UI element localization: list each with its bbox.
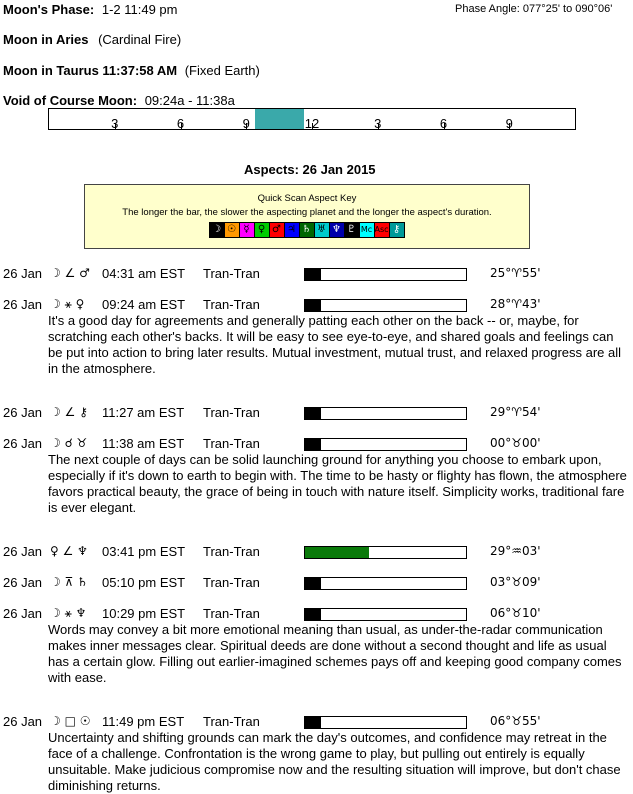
aspects-title: Aspects: 26 Jan 2015 bbox=[244, 162, 376, 177]
aspect-degree: 29°♈54' bbox=[490, 405, 541, 419]
aspect-date: 26 Jan bbox=[3, 714, 43, 729]
aspect-glyphs: ♀ ∠ ♆ bbox=[50, 544, 88, 558]
aspect-type: Tran-Tran bbox=[203, 544, 260, 559]
moon-phase-row bbox=[3, 2, 177, 17]
aspect-date: 26 Jan bbox=[3, 266, 43, 281]
aspect-duration-bar bbox=[304, 407, 467, 420]
timeline-tick-label: 3 bbox=[374, 116, 382, 131]
aspect-time: 09:24 am EST bbox=[102, 297, 186, 312]
aspect-time: 05:10 pm EST bbox=[102, 575, 186, 590]
quick-key-description: The longer the bar, the slower the aspecting planet and the longer the aspect's duration. bbox=[122, 207, 492, 218]
aspect-time: 10:29 pm EST bbox=[102, 606, 186, 621]
aspect-duration-fill bbox=[305, 578, 321, 589]
moon-phase-label: Moon's Phase: bbox=[3, 2, 95, 17]
aspect-date: 26 Jan bbox=[3, 575, 43, 590]
aspect-degree: 03°♉09' bbox=[490, 575, 541, 589]
timeline-tick-label: 6 bbox=[439, 116, 448, 131]
moon-in-taurus-label: Moon in Taurus 11:37:58 AM bbox=[3, 63, 178, 78]
aspect-date: 26 Jan bbox=[3, 436, 43, 451]
timeline-tick-label: 6 bbox=[176, 116, 185, 131]
aspect-type: Tran-Tran bbox=[203, 575, 260, 590]
moon-in-aries-row bbox=[3, 32, 181, 47]
quick-key-title: Quick Scan Aspect Key bbox=[257, 193, 357, 204]
aspect-time: 11:27 am EST bbox=[102, 405, 185, 420]
planet-key-box: ☿ bbox=[239, 222, 255, 238]
planet-key-box: ♅ bbox=[314, 222, 330, 238]
aspect-type: Tran-Tran bbox=[203, 606, 260, 621]
void-of-course-row bbox=[3, 93, 235, 108]
voc-label: Void of Course Moon: bbox=[3, 93, 138, 108]
planet-key-box: Mc bbox=[359, 222, 375, 238]
aspect-description: The next couple of days can be solid launching ground for anything you choose to embark upon, especially if it's down to earth to begin with. The time to be hasty or flighty has flown, the atmosphere favors practical beauty, the grace of being in touch with nature itself. Simplicity works, traditional fare is ever elegant. bbox=[48, 452, 627, 515]
planet-key-box: ♀ bbox=[254, 222, 270, 238]
planet-key-box: ♇ bbox=[344, 222, 360, 238]
timeline-tick-label: 3 bbox=[111, 116, 119, 131]
aspect-degree: 06°♉10' bbox=[490, 606, 541, 620]
aspect-duration-bar bbox=[304, 438, 467, 451]
planet-key-box: ♂ bbox=[269, 222, 285, 238]
aspect-degree: 06°♉55' bbox=[490, 714, 541, 728]
aspect-glyphs: ☽ ⊼ ♄ bbox=[50, 575, 88, 589]
planet-color-key bbox=[85, 222, 529, 238]
void-of-course-timeline bbox=[48, 108, 576, 130]
aspect-glyphs: ☽ ⚹ ♀ bbox=[50, 297, 85, 311]
aspect-date: 26 Jan bbox=[3, 297, 43, 312]
voc-highlight bbox=[255, 109, 304, 129]
planet-key-box: ⚷ bbox=[389, 222, 405, 238]
aspect-duration-bar bbox=[304, 546, 467, 559]
planet-key-box: ♃ bbox=[284, 222, 300, 238]
aspect-type: Tran-Tran bbox=[203, 436, 260, 451]
moon-in-aries-value: (Cardinal Fire) bbox=[98, 32, 182, 47]
aspect-degree: 25°♈55' bbox=[490, 266, 541, 280]
aspect-type: Tran-Tran bbox=[203, 405, 260, 420]
aspect-description: It's a good day for agreements and generally patting each other on the back -- or, maybe, for scratching each other's backs. It will be easy to see eye-to-eye, and shared goals and feelings can be put into action to bring later results. Mutual investment, mutual trust, and relaxed progress are all in the atmosphere. bbox=[48, 313, 622, 376]
aspect-degree: 28°♈43' bbox=[490, 297, 541, 311]
timeline-tick-label: 9 bbox=[242, 116, 250, 131]
aspect-description: Uncertainty and shifting grounds can mark the day's outcomes, and confidence may retreat in the face of a challenge. Confrontation is the wrong game to play, but pulling out entirely is equally unsuitable. Make judicious compromise now and the resulting situation will improve, but don't chase diminishing returns. bbox=[48, 730, 621, 793]
planet-key-box: ♄ bbox=[299, 222, 315, 238]
aspect-type: Tran-Tran bbox=[203, 714, 260, 729]
aspect-duration-fill bbox=[305, 609, 321, 620]
aspect-time: 11:49 pm EST bbox=[102, 714, 185, 729]
aspect-duration-bar bbox=[304, 716, 467, 729]
planet-key-box: ☽ bbox=[209, 222, 225, 238]
aspect-duration-fill bbox=[305, 717, 321, 728]
voc-value: 09:24a - 11:38a bbox=[144, 93, 235, 108]
planet-key-box: Asc bbox=[374, 222, 390, 238]
moon-in-taurus-value: (Fixed Earth) bbox=[184, 63, 260, 78]
moon-in-taurus-row bbox=[3, 63, 260, 78]
aspect-glyphs: ☽ ∠ ⚷ bbox=[50, 405, 88, 419]
aspect-duration-fill bbox=[305, 547, 369, 558]
aspect-type: Tran-Tran bbox=[203, 297, 260, 312]
timeline-tick-label: 12 bbox=[304, 116, 320, 131]
quick-scan-key bbox=[84, 184, 530, 249]
aspect-date: 26 Jan bbox=[3, 606, 43, 621]
aspect-time: 11:38 am EST bbox=[102, 436, 185, 451]
aspect-duration-fill bbox=[305, 269, 321, 280]
aspect-time: 03:41 pm EST bbox=[102, 544, 186, 559]
aspect-type: Tran-Tran bbox=[203, 266, 260, 281]
aspect-duration-bar bbox=[304, 608, 467, 621]
aspect-duration-fill bbox=[305, 408, 321, 419]
timeline-tick-label: 9 bbox=[505, 116, 513, 131]
aspect-date: 26 Jan bbox=[3, 405, 43, 420]
aspect-duration-fill bbox=[305, 300, 321, 311]
phase-angle: Phase Angle: 077°25' to 090°06' bbox=[455, 3, 613, 15]
planet-key-box: ☉ bbox=[224, 222, 240, 238]
aspect-glyphs: ☽ ☌ ♉ bbox=[50, 436, 88, 450]
aspect-glyphs: ☽ □ ☉ bbox=[50, 714, 91, 728]
aspect-glyphs: ☽ ⚹ ♆ bbox=[50, 606, 87, 620]
aspect-duration-bar bbox=[304, 268, 467, 281]
moon-phase-value: 1-2 11:49 pm bbox=[101, 2, 178, 17]
aspect-degree: 29°♒03' bbox=[490, 544, 541, 558]
aspect-duration-bar bbox=[304, 299, 467, 312]
planet-key-box: ♆ bbox=[329, 222, 345, 238]
aspect-duration-bar bbox=[304, 577, 467, 590]
aspect-time: 04:31 am EST bbox=[102, 266, 186, 281]
aspect-date: 26 Jan bbox=[3, 544, 43, 559]
aspect-duration-fill bbox=[305, 439, 321, 450]
moon-in-aries-label: Moon in Aries bbox=[3, 32, 89, 47]
aspect-description: Words may convey a bit more emotional meaning than usual, as under-the-radar communication makes inner messages clear. Spiritual deeds are done without a second thought and life as usual has a certain glow. Filling out earlier-imagined schemes pays off and keeping good company comes with ease. bbox=[48, 622, 622, 685]
aspect-degree: 00°♉00' bbox=[490, 436, 541, 450]
aspect-glyphs: ☽ ∠ ♂ bbox=[50, 266, 90, 280]
